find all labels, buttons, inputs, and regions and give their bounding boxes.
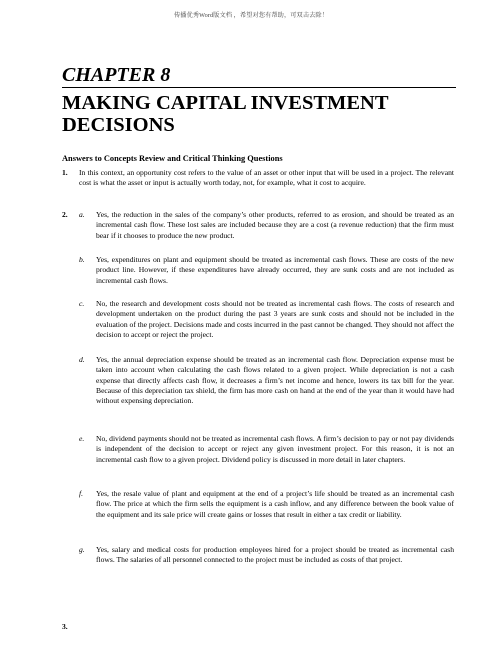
item-letter: f.	[79, 489, 84, 498]
item-letter: c.	[79, 299, 85, 308]
item-text: Yes, salary and medical costs for production employees hired for a project should be treated as incremental cash flows. The salaries of all personnel connected to the project must be included as costs of that project.	[96, 545, 454, 565]
question-3-number: 3.	[62, 622, 68, 631]
item-letter: b.	[79, 255, 85, 264]
answer-2a	[79, 210, 454, 241]
item-letter: e.	[79, 434, 85, 443]
chapter-label: CHAPTER 8	[62, 64, 171, 86]
item-text: No, the research and development costs should not be treated as incremental cash flows. The costs of research and development undertaken on the product during the past 3 years are sunk costs and should not be included in the evaluation of the project. Decisions made and costs incurred in the past cannot be changed. They should not affect the decision to accept or reject the project.	[96, 299, 454, 339]
item-letter: a.	[79, 210, 85, 219]
section-heading: Answers to Concepts Review and Critical Thinking Questions	[62, 154, 283, 163]
answer-2b	[79, 255, 454, 286]
item-text: Yes, the resale value of plant and equipment at the end of a project’s life should be treated as an incremental cash flow. The price at which the firm sells the equipment is a cash inflow, and any difference between the book value of the equipment and its sale price will create gains or losses that result in either a tax credit or liability.	[96, 489, 454, 519]
chapter-title	[62, 92, 462, 136]
answer-2f	[79, 489, 454, 520]
answer-2e	[79, 434, 454, 465]
item-text: Yes, the annual depreciation expense should be treated as an incremental cash flow. Depreciation expense must be taken into account when calculating the cash flows related to a given project. While depreciation is not a cash expense that directly affects cash flow, it decreases a firm’s net income and hence, lowers its tax bill for the year. Because of this depreciation tax shield, the firm has more cash on hand at the end of the year than it would have had without expensing depreciation.	[96, 355, 454, 406]
item-letter: g.	[79, 545, 85, 554]
item-text: No, dividend payments should not be treated as incremental cash flows. A firm’s decision to pay or not pay dividends is independent of the decision to accept or reject any given investment project. For this reason, it is not an incremental cash flow to a given project. Dividend policy is discussed in more detail in later chapters.	[96, 434, 454, 464]
item-text: Yes, expenditures on plant and equipment should be treated as incremental cash flows. These are costs of the new product line. However, if these expenditures have already occurred, they are sunk costs and are not included as incremental cash flows.	[96, 255, 454, 285]
question-text: In this context, an opportunity cost refers to the value of an asset or other input that will be used in a project. The relevant cost is what the asset or input is actually worth today, not, for example, what it cost to acquire.	[79, 168, 454, 188]
item-letter: d.	[79, 355, 85, 364]
item-text: Yes, the reduction in the sales of the company’s other products, referred to as erosion, and should be treated as an incremental cash flow. These lost sales are included because they are a cost (a revenue reduction) that the firm must bear if it chooses to produce the new product.	[96, 210, 454, 240]
header-note: 传播优秀Word版文档 ，希望对您有帮助，可双击去除！	[174, 12, 328, 19]
question-1	[62, 168, 454, 189]
answer-2d	[79, 355, 454, 406]
answer-2c	[79, 299, 454, 340]
chapter-title-line-2: DECISIONS	[62, 114, 175, 136]
question-number: 1.	[62, 168, 68, 177]
chapter-title-line-1: MAKING CAPITAL INVESTMENT	[62, 92, 389, 114]
answer-2g	[79, 545, 454, 566]
heading-rule	[62, 87, 456, 88]
question-number: 2.	[62, 210, 68, 219]
